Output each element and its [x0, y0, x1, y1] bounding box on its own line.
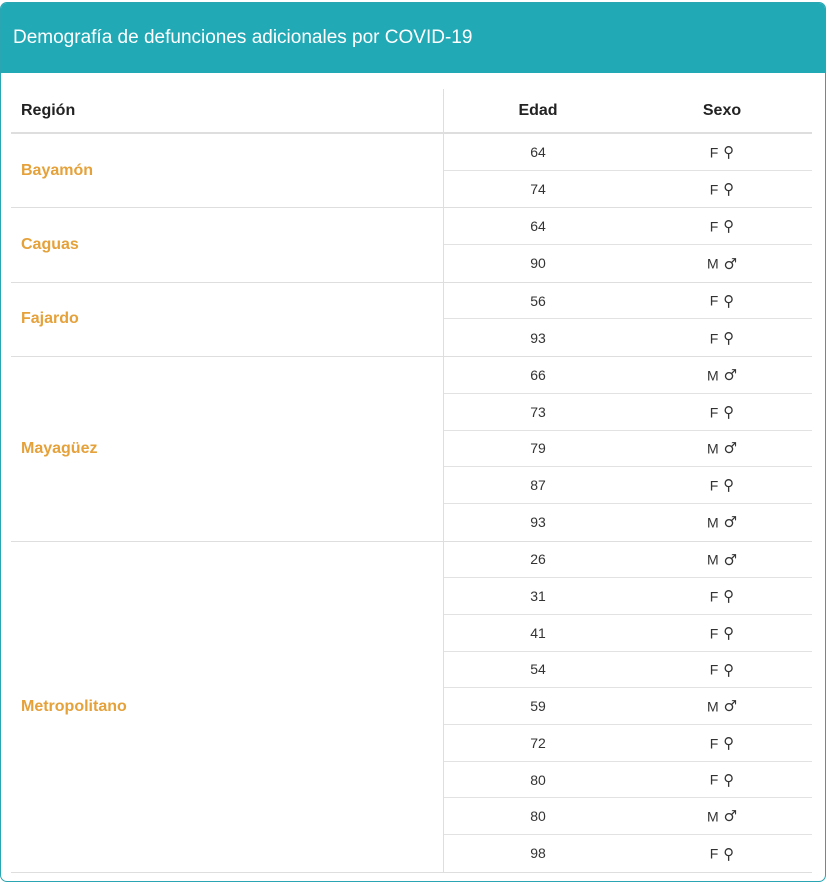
sex-cell — [632, 844, 812, 862]
region-group — [11, 357, 812, 541]
table-row — [444, 504, 812, 541]
table-row — [444, 245, 812, 282]
column-header-sexo: Sexo — [702, 102, 742, 119]
region-name: Fajardo — [11, 283, 444, 356]
sex-cell — [632, 217, 812, 235]
sex-label: M — [706, 808, 719, 825]
sex-cell — [632, 476, 812, 494]
sex-label: F — [709, 143, 719, 160]
male-icon: ♂ — [723, 439, 738, 458]
age-cell: 31 — [530, 588, 546, 605]
age-cell: 74 — [530, 181, 546, 198]
female-icon: ⚲ — [723, 660, 735, 679]
region-group — [11, 542, 812, 873]
demographics-table — [11, 89, 812, 873]
sex-label: F — [709, 218, 719, 235]
age-cell: 79 — [530, 440, 546, 457]
table-header — [11, 89, 812, 134]
card-title: Demografía de defunciones adicionales por COVID-19 — [1, 3, 825, 73]
region-rows — [444, 208, 812, 281]
female-icon: ⚲ — [723, 770, 735, 789]
sex-label: F — [709, 181, 719, 198]
table-row — [444, 835, 812, 872]
female-icon: ⚲ — [723, 733, 735, 752]
male-icon: ♂ — [723, 513, 738, 532]
column-header-edad: Edad — [518, 102, 558, 119]
age-cell: 93 — [530, 514, 546, 531]
age-cell: 90 — [530, 255, 546, 272]
sex-cell — [632, 624, 812, 642]
age-cell: 56 — [530, 292, 546, 309]
age-cell: 64 — [530, 143, 546, 160]
sex-label: F — [709, 771, 719, 788]
region-rows — [444, 542, 812, 872]
region-name: Caguas — [11, 208, 444, 281]
sex-cell — [632, 439, 812, 457]
region-rows — [444, 134, 812, 207]
age-cell: 66 — [530, 366, 546, 383]
table-row — [444, 652, 812, 689]
male-icon: ♂ — [723, 697, 738, 716]
region-name: Metropolitano — [11, 542, 444, 872]
sex-label: F — [709, 661, 719, 678]
sex-label: M — [706, 698, 719, 715]
female-icon: ⚲ — [723, 623, 735, 642]
sex-cell — [632, 366, 812, 384]
age-cell: 73 — [530, 403, 546, 420]
table-row — [444, 762, 812, 799]
region-rows — [444, 357, 812, 540]
region-rows — [444, 283, 812, 356]
table-row — [444, 357, 812, 394]
table-row — [444, 171, 812, 208]
age-cell: 64 — [530, 218, 546, 235]
sex-label: M — [706, 551, 719, 568]
table-row — [444, 467, 812, 504]
age-cell: 98 — [530, 845, 546, 862]
table-row — [444, 208, 812, 245]
region-group — [11, 283, 812, 357]
sex-cell — [632, 660, 812, 678]
female-icon: ⚲ — [723, 844, 735, 863]
age-cell: 54 — [530, 661, 546, 678]
female-icon: ⚲ — [723, 142, 735, 161]
demographics-card — [0, 2, 826, 882]
table-row — [444, 542, 812, 579]
sex-cell — [632, 807, 812, 825]
sex-label: F — [709, 845, 719, 862]
table-row — [444, 725, 812, 762]
region-name: Mayagüez — [11, 357, 444, 540]
sex-label: F — [709, 624, 719, 641]
age-cell: 80 — [530, 808, 546, 825]
sex-label: F — [709, 403, 719, 420]
male-icon: ♂ — [723, 366, 738, 385]
sex-cell — [632, 513, 812, 531]
male-icon: ♂ — [723, 807, 738, 826]
sex-label: M — [706, 255, 719, 272]
male-icon: ♂ — [723, 254, 738, 273]
sex-cell — [632, 180, 812, 198]
sex-label: F — [709, 329, 719, 346]
age-cell: 59 — [530, 698, 546, 715]
female-icon: ⚲ — [723, 291, 735, 310]
female-icon: ⚲ — [723, 587, 735, 606]
table-row — [444, 615, 812, 652]
table-row — [444, 578, 812, 615]
age-cell: 87 — [530, 477, 546, 494]
table-row — [444, 688, 812, 725]
female-icon: ⚲ — [723, 180, 735, 199]
table-row — [444, 134, 812, 171]
table-row — [444, 283, 812, 320]
female-icon: ⚲ — [723, 476, 735, 495]
sex-label: F — [709, 588, 719, 605]
sex-cell — [632, 143, 812, 161]
age-cell: 72 — [530, 734, 546, 751]
female-icon: ⚲ — [723, 217, 735, 236]
sex-label: F — [709, 734, 719, 751]
region-group — [11, 208, 812, 282]
sex-label: F — [709, 292, 719, 309]
table-row — [444, 798, 812, 835]
sex-label: M — [706, 367, 719, 384]
sex-cell — [632, 770, 812, 788]
age-cell: 93 — [530, 329, 546, 346]
age-cell: 26 — [530, 551, 546, 568]
column-header-region: Región — [11, 89, 444, 132]
female-icon: ⚲ — [723, 328, 735, 347]
region-name: Bayamón — [11, 134, 444, 207]
female-icon: ⚲ — [723, 402, 735, 421]
sex-label: M — [706, 440, 719, 457]
sex-cell — [632, 587, 812, 605]
table-row — [444, 431, 812, 468]
sex-cell — [632, 291, 812, 309]
sex-cell — [632, 254, 812, 272]
sex-cell — [632, 329, 812, 347]
sex-label: F — [709, 477, 719, 494]
age-cell: 41 — [530, 624, 546, 641]
sex-cell — [632, 550, 812, 568]
age-cell: 80 — [530, 771, 546, 788]
sex-cell — [632, 403, 812, 421]
male-icon: ♂ — [723, 550, 738, 569]
table-body — [11, 134, 812, 873]
sex-cell — [632, 697, 812, 715]
table-row — [444, 319, 812, 356]
sex-label: M — [706, 514, 719, 531]
region-group — [11, 134, 812, 208]
sex-cell — [632, 734, 812, 752]
table-row — [444, 394, 812, 431]
